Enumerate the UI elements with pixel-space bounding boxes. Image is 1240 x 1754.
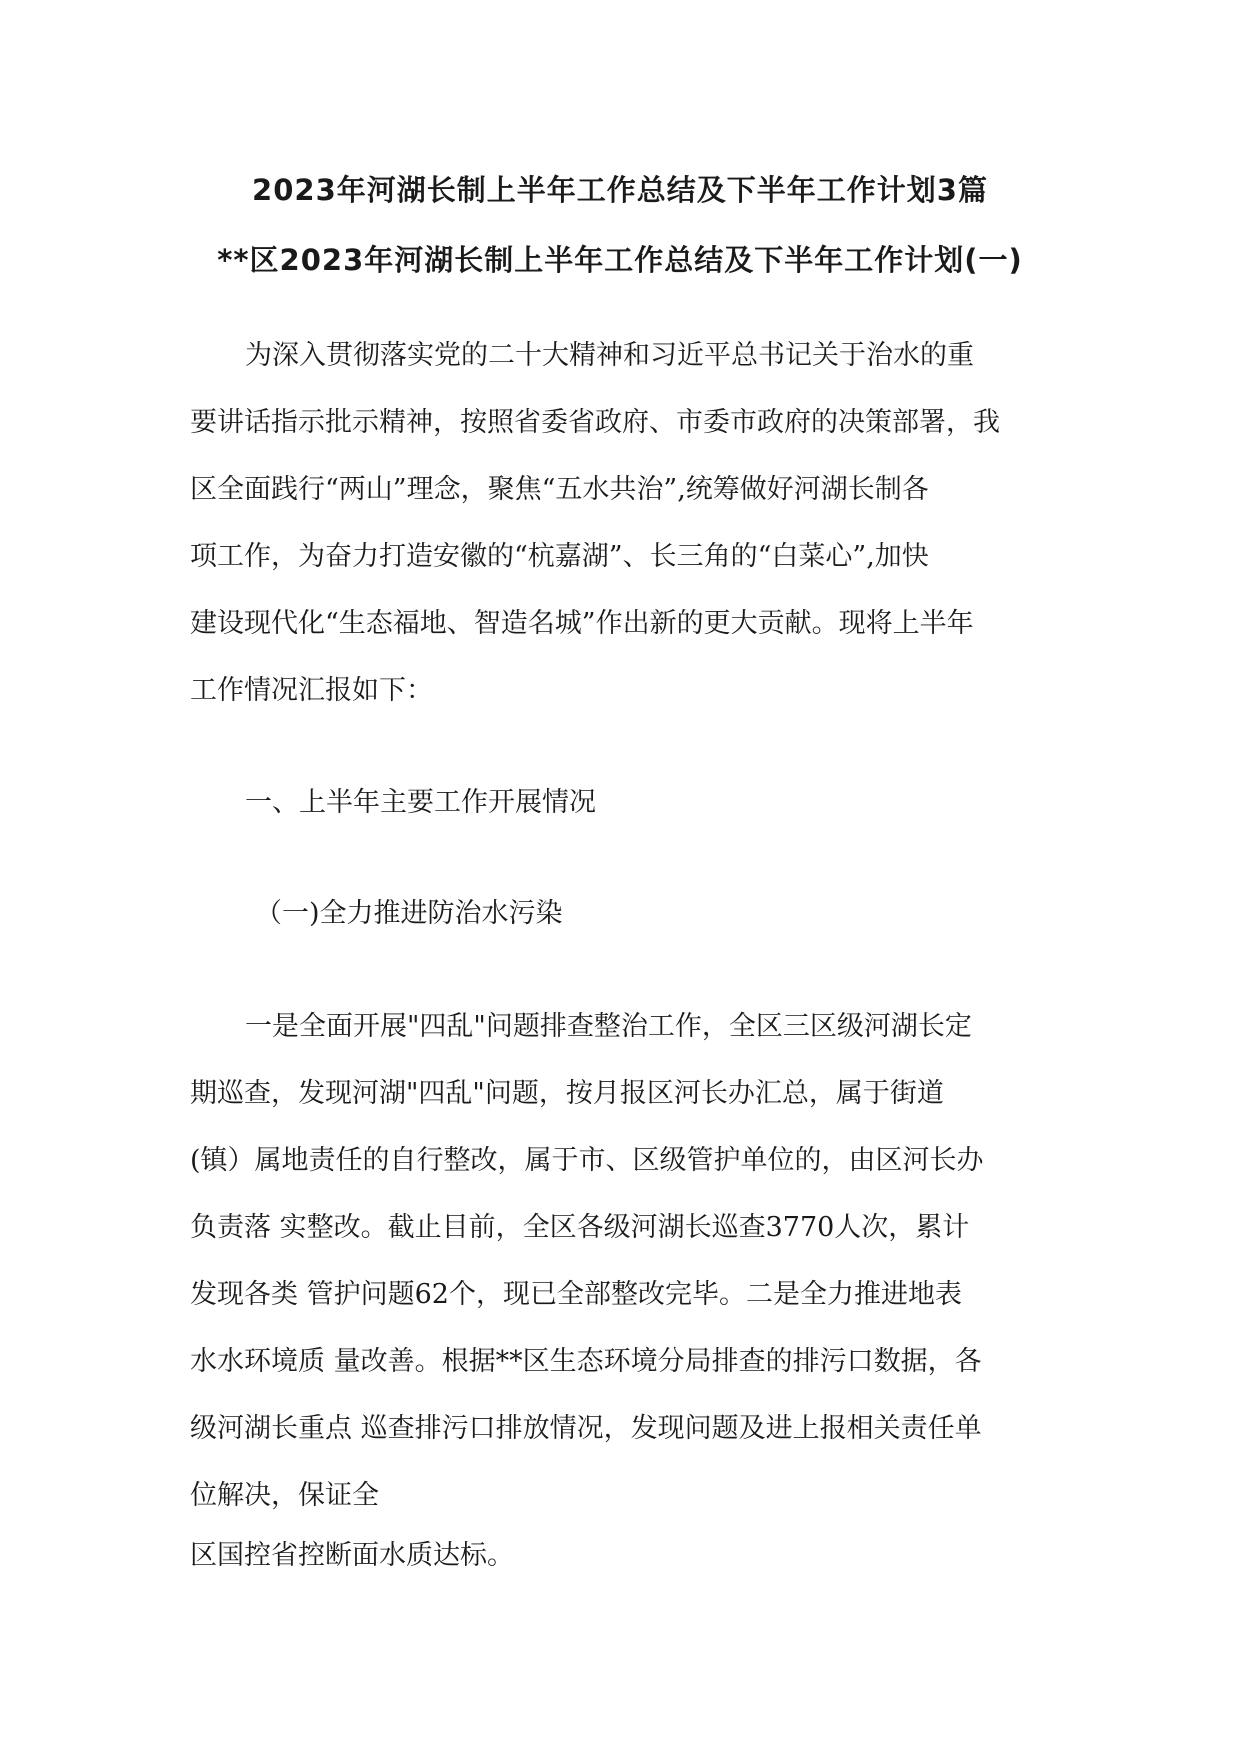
intro-line: 项工作，为奋力打造安徽的“杭嘉湖”、长三角的“白菜心”,加快 xyxy=(190,541,929,572)
body-line: 一是全面开展"四乱"问题排查整治工作，全区三区级河湖长定 xyxy=(245,1011,972,1042)
intro-line: 为深入贯彻落实党的二十大精神和习近平总书记关于治水的重 xyxy=(245,340,974,371)
body-line: 水水环境质 量改善。根据**区生态环境分局排查的排污口数据，各 xyxy=(190,1346,982,1377)
body-line: 期巡查，发现河湖"四乱"问题，按月报区河长办汇总，属于街道 xyxy=(190,1078,944,1109)
document-title: 2023年河湖长制上半年工作总结及下半年工作计划3篇 xyxy=(252,173,988,207)
section-heading: 一、上半年主要工作开展情况 xyxy=(245,787,596,818)
document-subtitle: **区2023年河湖长制上半年工作总结及下半年工作计划(一) xyxy=(217,243,1023,277)
subsection-heading: （一)全力推进防治水污染 xyxy=(255,898,563,929)
body-line: (镇）属地责任的自行整改，属于市、区级管护单位的，由区河长办 xyxy=(190,1145,984,1176)
intro-line: 建设现代化“生态福地、智造名城”作出新的更大贡献。现将上半年 xyxy=(190,608,974,639)
intro-line: 要讲话指示批示精神，按照省委省政府、市委市政府的决策部署，我 xyxy=(190,407,1000,438)
body-line: 位解决，保证全 xyxy=(190,1480,379,1511)
intro-line: 工作情况汇报如下： xyxy=(190,675,433,706)
body-line: 负责落 实整改。截止目前，全区各级河湖长巡查3770人次，累计 xyxy=(190,1212,970,1243)
body-line: 区国控省控断面水质达标。 xyxy=(190,1540,514,1571)
body-line: 发现各类 管护问题62个，现已全部整改完毕。二是全力推进地表 xyxy=(190,1279,962,1310)
body-line: 级河湖长重点 巡查排污口排放情况，发现问题及进上报相关责任单 xyxy=(190,1413,982,1444)
intro-line: 区全面践行“两山”理念，聚焦“五水共治”,统筹做好河湖长制各 xyxy=(190,474,929,505)
